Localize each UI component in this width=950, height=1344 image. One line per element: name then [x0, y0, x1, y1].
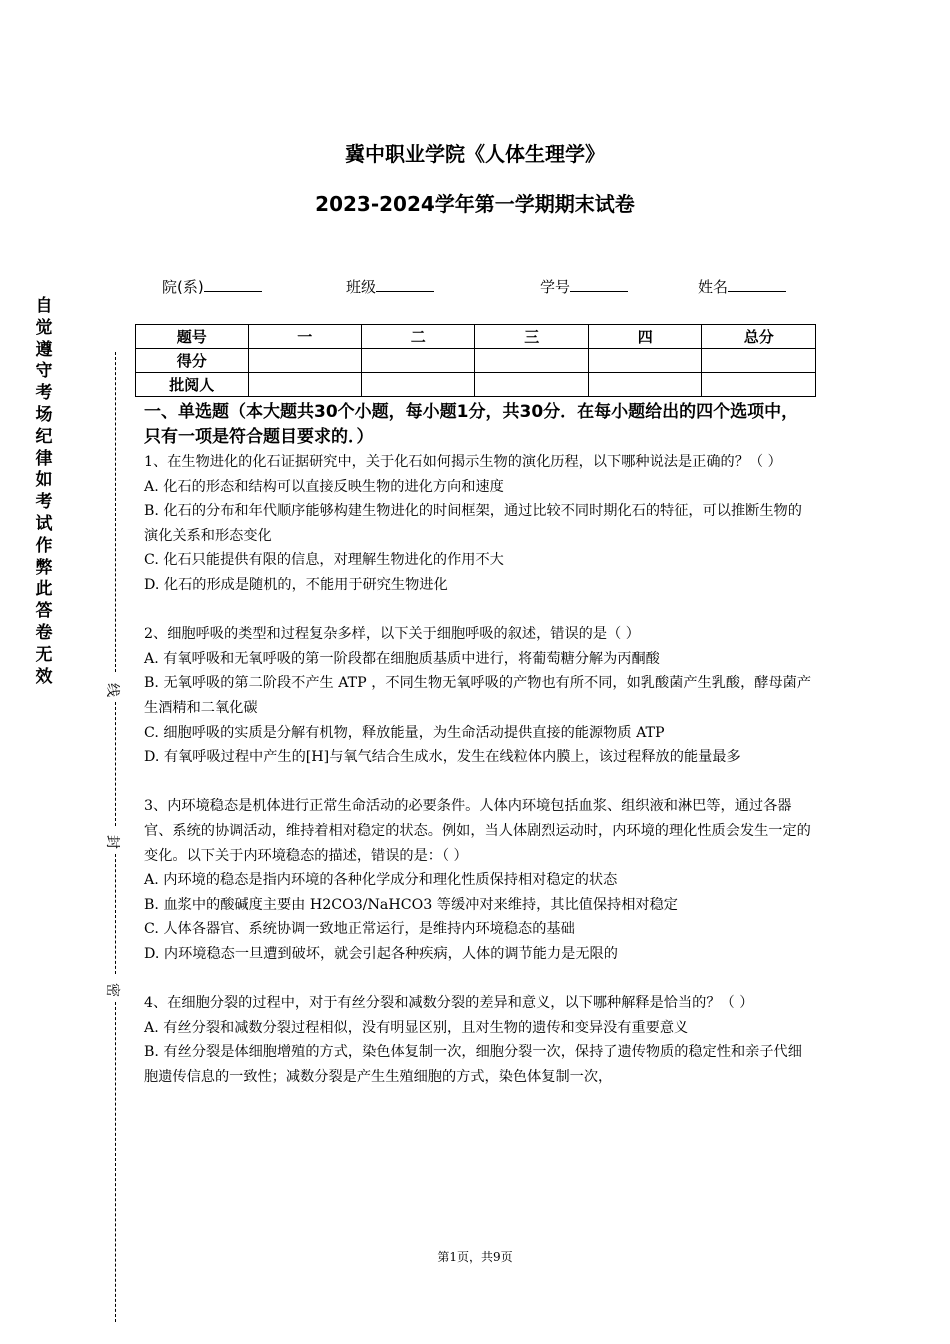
student-id-blank[interactable]	[570, 277, 628, 292]
question-stem: 3、内环境稳态是机体进行正常生命活动的必要条件。人体内环境包括血浆、组织液和淋巴等，通过各器官、系统的协调活动，维持着相对稳定的状态。例如，当人体剧烈运动时，内环境的理化性质会发生一定的变化。以下关于内环境稳态的描述，错误的是：（ ）	[144, 798, 811, 864]
name-field[interactable]	[698, 276, 786, 297]
question-option[interactable]: C. 化石只能提供有限的信息，对理解生物进化的作用不大	[144, 552, 504, 569]
question-block	[144, 991, 814, 1089]
section-title: 一、单选题（本大题共30个小题，每小题1分，共30分．在每小题给出的四个选项中，只有一项是符合题目要求的．）	[144, 402, 799, 447]
question-stem: 2、细胞呼吸的类型和过程复杂多样，以下关于细胞呼吸的叙述，错误的是（ ）	[144, 626, 640, 643]
score-header-cell: 一	[248, 325, 361, 349]
question-spacer	[144, 598, 814, 623]
grader-row-label: 批阅人	[136, 373, 249, 397]
dept-label: 院(系)	[162, 278, 204, 296]
question-option[interactable]: D. 内环境稳态一旦遭到破坏，就会引起各种疾病，人体的调节能力是无限的	[144, 945, 618, 962]
exam-title-line1: 冀中职业学院《人体生理学》	[345, 142, 605, 166]
grader-cell[interactable]	[248, 373, 361, 397]
question-option[interactable]: B. 血浆中的酸碱度主要由 H2CO3/NaHCO3 等缓冲对来维持，其比值保持相对稳定	[144, 896, 678, 913]
question-option[interactable]: C. 细胞呼吸的实质是分解有机物，释放能量，为生命活动提供直接的能源物质 ATP	[144, 724, 665, 741]
score-header-cell: 题号	[136, 325, 249, 349]
student-id-label: 学号	[540, 278, 571, 296]
question-option[interactable]: D. 化石的形成是随机的，不能用于研究生物进化	[144, 576, 448, 593]
grader-cell[interactable]	[702, 373, 816, 397]
question-block	[144, 450, 814, 598]
question-spacer	[144, 966, 814, 991]
question-option[interactable]: C. 人体各器官、系统协调一致地正常运行，是维持内环境稳态的基础	[144, 921, 575, 938]
score-row-label: 得分	[136, 349, 249, 373]
exam-content	[144, 400, 814, 1089]
grader-cell[interactable]	[361, 373, 474, 397]
binding-line-char: 线	[104, 683, 120, 697]
exam-discipline-warning: 自觉遵守考场纪律如考试作弊此答卷无效	[35, 296, 53, 687]
question-option[interactable]: A. 内环境的稳态是指内环境的各种化学成分和理化性质保持相对稳定的状态	[144, 872, 618, 889]
score-cell[interactable]	[702, 349, 816, 373]
binding-dashed-line	[115, 702, 116, 826]
score-table-header-row	[136, 325, 816, 349]
name-label: 姓名	[698, 278, 729, 296]
name-blank[interactable]	[728, 277, 786, 292]
class-blank[interactable]	[376, 277, 434, 292]
score-cell[interactable]	[361, 349, 474, 373]
score-cell[interactable]	[588, 349, 701, 373]
question-stem: 4、在细胞分裂的过程中，对于有丝分裂和减数分裂的差异和意义，以下哪种解释是恰当的？（ ）	[144, 995, 754, 1012]
question-list	[144, 450, 814, 1089]
question-option[interactable]: A. 化石的形态和结构可以直接反映生物的进化方向和速度	[144, 478, 504, 495]
grader-cell[interactable]	[475, 373, 588, 397]
question-block	[144, 622, 814, 770]
page-footer: 第1页，共9页	[437, 1250, 513, 1264]
exam-title-line2: 2023-2024学年第一学期期末试卷	[315, 192, 635, 216]
binding-dashed-line	[115, 1002, 116, 1322]
score-cell[interactable]	[475, 349, 588, 373]
student-id-field[interactable]	[540, 276, 628, 297]
question-option[interactable]: B. 无氧呼吸的第二阶段不产生 ATP ，不同生物无氧呼吸的产物也有所不同，如乳酸菌产生乳酸，酵母菌产生酒精和二氧化碳	[144, 675, 812, 716]
score-header-cell: 总分	[702, 325, 816, 349]
score-header-cell: 四	[588, 325, 701, 349]
score-header-cell: 二	[361, 325, 474, 349]
question-option[interactable]: A. 有丝分裂和减数分裂过程相似，没有明显区别，且对生物的遗传和变异没有重要意义	[144, 1019, 689, 1036]
question-option[interactable]: B. 化石的分布和年代顺序能够构建生物进化的时间框架，通过比较不同时期化石的特征，可以推断生物的演化关系和形态变化	[144, 503, 802, 544]
binding-seal-char: 封	[104, 835, 120, 849]
question-option[interactable]: B. 有丝分裂是体细胞增殖的方式，染色体复制一次，细胞分裂一次，保持了遗传物质的稳定性和亲子代细胞遗传信息的一致性；减数分裂是产生生殖细胞的方式，染色体复制一次，	[144, 1044, 802, 1085]
class-field[interactable]	[346, 276, 434, 297]
binding-dashed-line	[115, 352, 116, 672]
binding-secret-char: 密	[104, 983, 120, 997]
question-stem: 1、在生物进化的化石证据研究中，关于化石如何揭示生物的演化历程，以下哪种说法是正确的？（ ）	[144, 454, 782, 470]
score-table	[135, 324, 816, 397]
score-table-grader-row	[136, 373, 816, 397]
question-option[interactable]: D. 有氧呼吸过程中产生的[H]与氧气结合生成水，发生在线粒体内膜上，该过程释放的能量最多	[144, 749, 741, 766]
question-spacer	[144, 770, 814, 795]
binding-dashed-line	[115, 854, 116, 974]
question-option[interactable]: A. 有氧呼吸和无氧呼吸的第一阶段都在细胞质基质中进行，将葡萄糖分解为丙酮酸	[144, 650, 660, 667]
score-header-cell: 三	[475, 325, 588, 349]
dept-blank[interactable]	[204, 277, 262, 292]
score-cell[interactable]	[248, 349, 361, 373]
score-table-score-row	[136, 349, 816, 373]
dept-field[interactable]	[162, 276, 262, 297]
question-block	[144, 794, 814, 966]
grader-cell[interactable]	[588, 373, 701, 397]
class-label: 班级	[346, 278, 377, 296]
